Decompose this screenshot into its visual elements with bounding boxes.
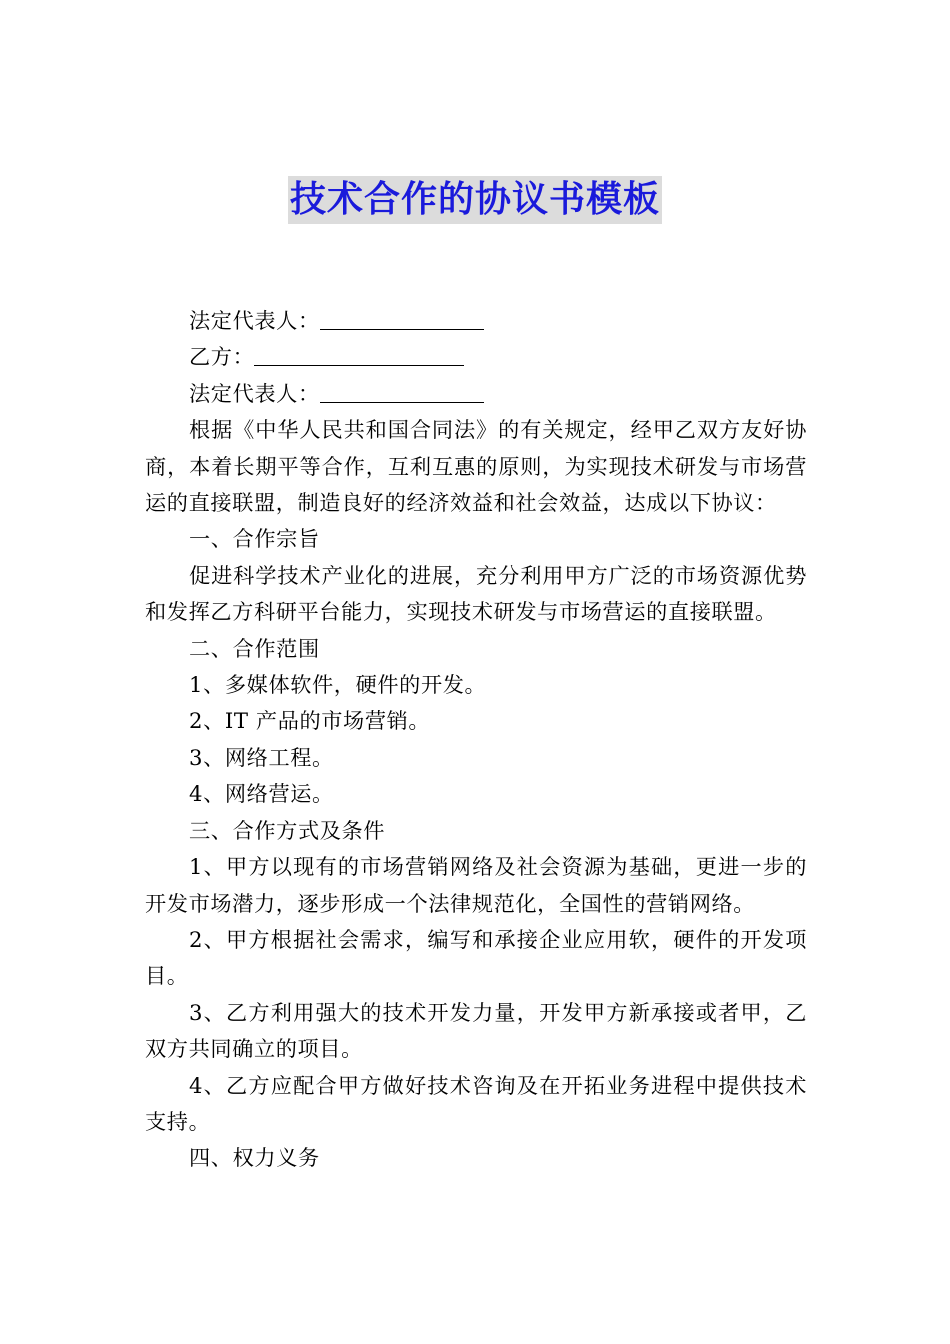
blank-line — [320, 305, 484, 330]
list-item: 3、乙方利用强大的技术开发力量，开发甲方新承接或者甲，乙双方共同确立的项目。 — [145, 999, 807, 1062]
section-heading-scope: 二、合作范围 — [189, 635, 320, 661]
field-legal-representative-a — [145, 303, 807, 339]
field-party-b — [145, 339, 807, 375]
list-item: 2、甲方根据社会需求，编写和承接企业应用软，硬件的开发项目。 — [145, 926, 807, 989]
list-item: 4、网络营运。 — [189, 781, 334, 807]
document-title: 技术合作的协议书模板 — [288, 176, 662, 224]
section-heading-rights: 四、权力义务 — [189, 1145, 320, 1171]
blank-line — [320, 378, 484, 403]
paragraph-preamble: 根据《中华人民共和国合同法》的有关规定，经甲乙双方友好协商，本着长期平等合作，互利互惠的原则，为实现技术研发与市场营运的直接联盟，制造良好的经济效益和社会效益，达成以下协议： — [145, 417, 807, 516]
document-body — [145, 303, 807, 1177]
field-label: 乙方： — [189, 344, 255, 370]
list-item: 4、乙方应配合甲方做好技术咨询及在开拓业务进程中提供技术支持。 — [145, 1072, 807, 1134]
list-item: 1、多媒体软件，硬件的开发。 — [189, 672, 487, 698]
paragraph-purpose: 促进科学技术产业化的进展，充分利用甲方广泛的市场资源优势和发挥乙方科研平台能力，实现技术研发与市场营运的直接联盟。 — [145, 562, 807, 625]
section-heading-purpose: 一、合作宗旨 — [189, 526, 320, 552]
list-item: 2、IT 产品的市场营销。 — [189, 708, 431, 734]
section-heading-methods: 三、合作方式及条件 — [189, 817, 386, 843]
list-item: 3、网络工程。 — [189, 744, 334, 770]
field-label: 法定代表人： — [189, 308, 320, 333]
blank-line — [254, 341, 464, 366]
field-legal-representative-b — [145, 376, 807, 412]
field-label: 法定代表人： — [189, 380, 320, 406]
list-item: 1、甲方以现有的市场营销网络及社会资源为基础，更进一步的开发市场潜力，逐步形成一个法律规范化，全国性的营销网络。 — [145, 854, 807, 916]
title-container — [0, 176, 950, 224]
